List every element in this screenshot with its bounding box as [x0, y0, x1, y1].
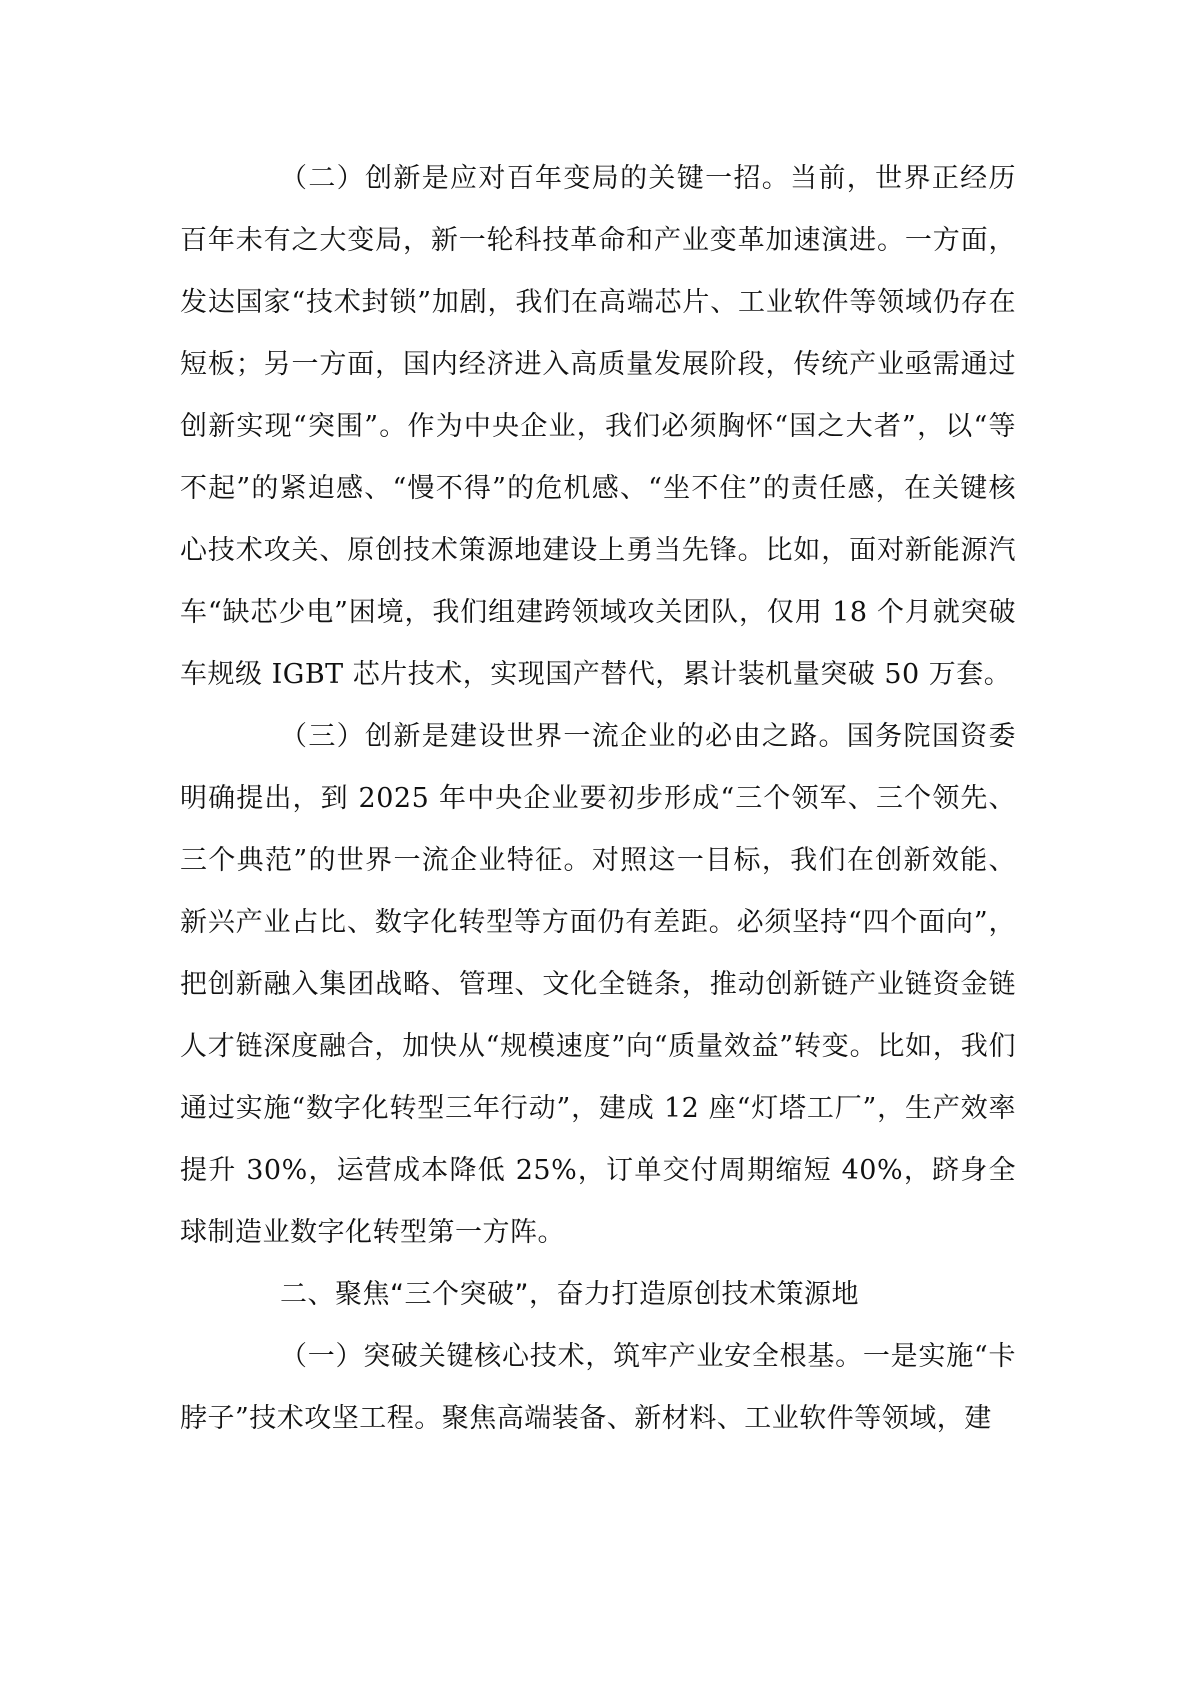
paragraph-world-class-enterprise: （三）创新是建设世界一流企业的必由之路。国务院国资委明确提出，到 2025 年中央企业要初步形成“三个领军、三个领先、三个典范”的世界一流企业特征。对照这一目标，我们在创新效能、新兴产业占比、数字化转型等方面仍有差距。必须坚持“四个面向”，把创新融入集团战略、管理、文化全链条，推动创新链产业链资金链人才链深度融合，加快从“规模速度”向“质量效益”转变。比如，我们通过实施“数字化转型三年行动”，建成 12 座“灯塔工厂”，生产效率提升 30%，运营成本降低 25%，订单交付周期缩短 40%，跻身全球制造业数字化转型第一方阵。	[180, 721, 1016, 1248]
paragraph-innovation-key-move: （二）创新是应对百年变局的关键一招。当前，世界正经历百年未有之大变局，新一轮科技革命和产业变革加速演进。一方面，发达国家“技术封锁”加剧，我们在高端芯片、工业软件等领域仍存在短板；另一方面，国内经济进入高质量发展阶段，传统产业亟需通过创新实现“突围”。作为中央企业，我们必须胸怀“国之大者”，以“等不起”的紧迫感、“慢不得”的危机感、“坐不住”的责任感，在关键核心技术攻关、原创技术策源地建设上勇当先锋。比如，面对新能源汽车“缺芯少电”困境，我们组建跨领域攻关团队，仅用 18 个月就突破车规级 IGBT 芯片技术，实现国产替代，累计装机量突破 50 万套。	[180, 163, 1016, 690]
paragraph-core-technology: （一）突破关键核心技术，筑牢产业安全根基。一是实施“卡脖子”技术攻坚工程。聚焦高端装备、新材料、工业软件等领域，建	[180, 1341, 1016, 1434]
section-heading: 二、聚焦“三个突破”，奋力打造原创技术策源地	[280, 1279, 859, 1310]
document-body	[180, 148, 1016, 1450]
